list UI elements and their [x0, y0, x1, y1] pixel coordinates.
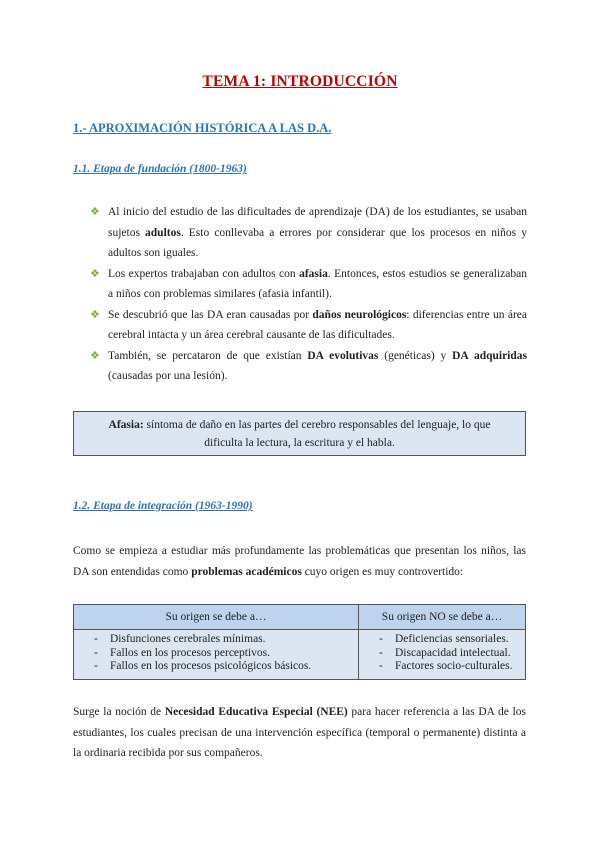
list-item: ❖ Los expertos trabajaban con adultos con afasia. Entonces, estos estudios se generalizaban a niños con problemas similares (afasia infantil).: [90, 264, 527, 305]
callout-text: síntoma de daño en las partes del cerebro responsables del lenguaje, lo que dificulta la lectura, la escritura y el habla.: [143, 419, 491, 449]
section-heading: 1.- APROXIMACIÓN HISTÓRICA A LAS D.A.: [73, 121, 332, 135]
list-item: ❖ Al inicio del estudio de las dificultades de aprendizaje (DA) de los estudiantes, se usaban sujetos adultos. Esto conllevaba a errores por considerar que los procesos en niños y adultos son iguales.: [90, 202, 527, 264]
list-item: - Disfunciones cerebrales mínimas.: [94, 633, 266, 645]
table-row: [74, 630, 526, 680]
table-header-cause: Su origen se debe a…: [74, 605, 359, 630]
list-item: - Factores socio-culturales.: [379, 660, 513, 672]
list-item: ❖ También, se percataron de que existían DA evolutivas (genéticas) y DA adquiridas (causadas por una lesión).: [90, 346, 527, 387]
table-cell-not-causes: [359, 630, 526, 680]
table-header-row: [74, 605, 526, 630]
table-cell-causes: [74, 630, 359, 680]
table-header-not-cause: Su origen NO se debe a…: [359, 605, 526, 630]
list-item: - Deficiencias sensoriales.: [379, 633, 509, 645]
intro-paragraph: Como se empieza a estudiar más profundamente las problemáticas que presentan los niños, las DA son entendidas como problemas académicos cuyo origen es muy controvertido:: [73, 545, 526, 578]
subsection-heading-foundation: 1.1. Etapa de fundación (1800-1963): [73, 163, 247, 175]
bullet-list: [90, 202, 527, 387]
subsection-heading-integration: 1.2. Etapa de integración (1963-1990): [73, 500, 253, 512]
origin-table: [73, 604, 526, 680]
dash-bullet: -: [379, 646, 383, 659]
diamond-bullet-icon: ❖: [90, 205, 100, 218]
dash-bullet: -: [94, 646, 98, 659]
dash-bullet: -: [94, 660, 98, 672]
definition-callout-box: [73, 411, 526, 456]
not-causes-list: [375, 633, 519, 674]
closing-paragraph: Surge la noción de Necesidad Educativa Especial (NEE) para hacer referencia a las DA de los estudiantes, los cuales precisan de una intervención específica (temporal o permanente) distinta a la ordinaria recibida por sus compañeros.: [73, 706, 526, 759]
callout-term: Afasia:: [108, 419, 144, 431]
dash-bullet: -: [379, 660, 383, 672]
list-item: ❖ Se descubrió que las DA eran causadas por daños neurológicos: diferencias entre un área cerebral intacta y un área cerebral causante de las dificultades.: [90, 305, 527, 346]
dash-bullet: -: [94, 633, 98, 645]
diamond-bullet-icon: ❖: [90, 307, 100, 321]
dash-bullet: -: [379, 633, 383, 645]
diamond-bullet-icon: ❖: [90, 348, 100, 362]
list-item: - Fallos en los procesos psicológicos básicos.: [94, 660, 312, 672]
causes-list: [90, 633, 352, 674]
list-item: - Discapacidad intelectual.: [379, 646, 511, 659]
diamond-bullet-icon: ❖: [90, 266, 100, 280]
list-item: - Fallos en los procesos perceptivos.: [94, 646, 271, 659]
page-title: TEMA 1: INTRODUCCIÓN: [202, 73, 398, 90]
